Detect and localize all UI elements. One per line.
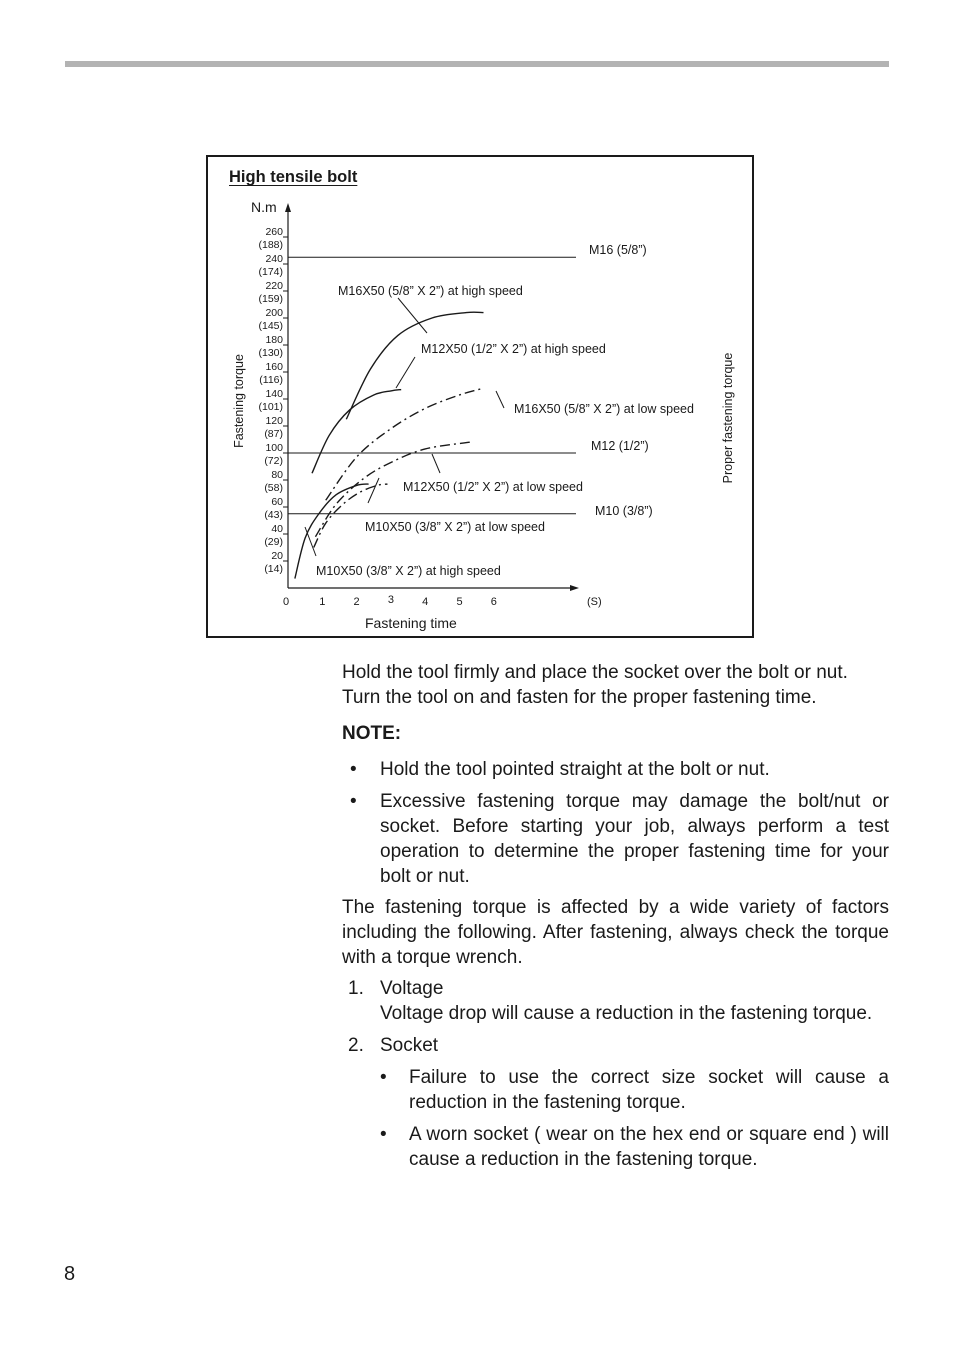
y-tick-sublabel: (159) xyxy=(258,293,283,305)
y-tick-sublabel: (43) xyxy=(264,509,283,521)
torque-chart xyxy=(206,155,754,638)
series-label: M10X50 (3/8” X 2”) at low speed xyxy=(365,520,545,534)
x-tick-label: 4 xyxy=(422,596,429,608)
series-leader-line xyxy=(496,391,504,408)
y-tick-label: 60 xyxy=(271,496,283,508)
item-socket xyxy=(342,1033,889,1058)
item-number: 2. xyxy=(348,1035,364,1056)
y-tick-label: 160 xyxy=(265,361,283,373)
y-tick-label: 260 xyxy=(265,226,283,238)
chart-canvas xyxy=(208,157,752,636)
y-tick-sublabel: (145) xyxy=(258,320,283,332)
instructions xyxy=(342,660,889,1172)
x-tick-label: 3 xyxy=(387,594,394,606)
socket-bullet-2 xyxy=(380,1122,889,1172)
item-number: 1. xyxy=(348,978,364,999)
top-rule xyxy=(65,61,889,67)
bullet-symbol: • xyxy=(380,1124,387,1145)
series-label: M16X50 (5/8” X 2”) at high speed xyxy=(338,284,523,298)
right-axis-title: Proper fastening torque xyxy=(721,352,735,484)
series-curve xyxy=(346,312,483,419)
x-unit-label: (S) xyxy=(587,596,602,608)
x-axis-arrow xyxy=(570,585,579,591)
x-tick-label: 5 xyxy=(456,596,463,608)
item-voltage-title: Voltage xyxy=(380,978,444,999)
y-tick-label: 120 xyxy=(265,415,283,427)
page-number: 8 xyxy=(64,1263,76,1285)
series-label: M10X50 (3/8” X 2”) at high speed xyxy=(316,564,501,578)
y-axis-arrow xyxy=(285,203,291,212)
y-tick-sublabel: (174) xyxy=(258,266,283,278)
x-tick-label: 0 xyxy=(282,596,290,608)
bullet-symbol: • xyxy=(380,1067,387,1088)
note-bullet-1 xyxy=(342,757,889,782)
x-axis-title: Fastening time xyxy=(365,615,457,631)
x-tick-label: 2 xyxy=(353,596,360,608)
series-label: M12X50 (1/2” X 2”) at low speed xyxy=(403,480,583,494)
y-tick-sublabel: (116) xyxy=(259,374,283,386)
chart-title: High tensile bolt xyxy=(229,168,358,186)
y-tick-label: 40 xyxy=(271,523,283,535)
reference-line-label: M16 (5/8”) xyxy=(589,243,647,257)
y-tick-label: 240 xyxy=(265,253,283,265)
y-tick-label: 140 xyxy=(265,388,283,400)
y-tick-label: 200 xyxy=(265,307,283,319)
y-tick-label: 220 xyxy=(265,280,283,292)
reference-line-label: M10 (3/8”) xyxy=(595,504,653,518)
y-tick-sublabel: (101) xyxy=(258,401,283,413)
item-voltage xyxy=(342,976,889,1026)
x-tick-label: 1 xyxy=(319,596,326,608)
y-axis-title: Fastening torque xyxy=(232,354,246,448)
intro-paragraph: Hold the tool firmly and place the socket over the bolt or nut. Turn the tool on and fasten for the proper fastening time. xyxy=(342,662,848,708)
y-tick-label: 80 xyxy=(271,469,283,481)
y-tick-label: 180 xyxy=(265,334,283,346)
y-tick-sublabel: (72) xyxy=(264,455,283,467)
socket-bullet-1-text: Failure to use the correct size socket will cause a reduction in the fastening torque. xyxy=(409,1067,889,1113)
factors-paragraph: The fastening torque is affected by a wide variety of factors including the following. After fastening, always check the torque with a torque wrench. xyxy=(342,897,889,968)
socket-bullet-1 xyxy=(380,1065,889,1115)
series-leader-line xyxy=(396,357,415,388)
y-tick-sublabel: (130) xyxy=(258,347,283,359)
y-tick-sublabel: (87) xyxy=(264,428,283,440)
bullet-symbol: • xyxy=(350,759,357,780)
series-leader-line xyxy=(305,527,316,556)
note-bullet-2 xyxy=(342,789,889,889)
y-tick-sublabel: (29) xyxy=(264,536,283,548)
socket-bullet-2-text: A worn socket ( wear on the hex end or square end ) will cause a reduction in the fastening torque. xyxy=(409,1124,889,1170)
item-voltage-text: Voltage drop will cause a reduction in the fastening torque. xyxy=(380,1003,873,1024)
series-label: M16X50 (5/8” X 2”) at low speed xyxy=(514,402,694,416)
y-tick-label: 20 xyxy=(271,550,283,562)
y-tick-sublabel: (58) xyxy=(264,482,283,494)
series-leader-line xyxy=(398,298,427,333)
series-label: M12X50 (1/2” X 2”) at high speed xyxy=(421,342,606,356)
note-heading: NOTE: xyxy=(342,723,402,744)
note-bullet-1-text: Hold the tool pointed straight at the bolt or nut. xyxy=(380,759,770,780)
item-socket-title: Socket xyxy=(380,1035,439,1056)
y-unit-label: N.m xyxy=(251,199,277,215)
y-tick-sublabel: (188) xyxy=(258,239,283,251)
series-leader-line xyxy=(432,454,440,473)
series-curve xyxy=(314,484,388,547)
y-tick-sublabel: (14) xyxy=(264,563,283,575)
series-curve xyxy=(312,390,401,474)
y-tick-label: 100 xyxy=(265,442,283,454)
series-leader-line xyxy=(368,478,379,503)
reference-line-label: M12 (1/2”) xyxy=(591,439,649,453)
x-tick-label: 6 xyxy=(490,596,497,608)
note-bullet-2-text: Excessive fastening torque may damage the bolt/nut or socket. Before starting your job, always perform a test operation to determine the proper fastening time for your bolt or nut. xyxy=(380,791,889,887)
bullet-symbol: • xyxy=(350,791,357,812)
